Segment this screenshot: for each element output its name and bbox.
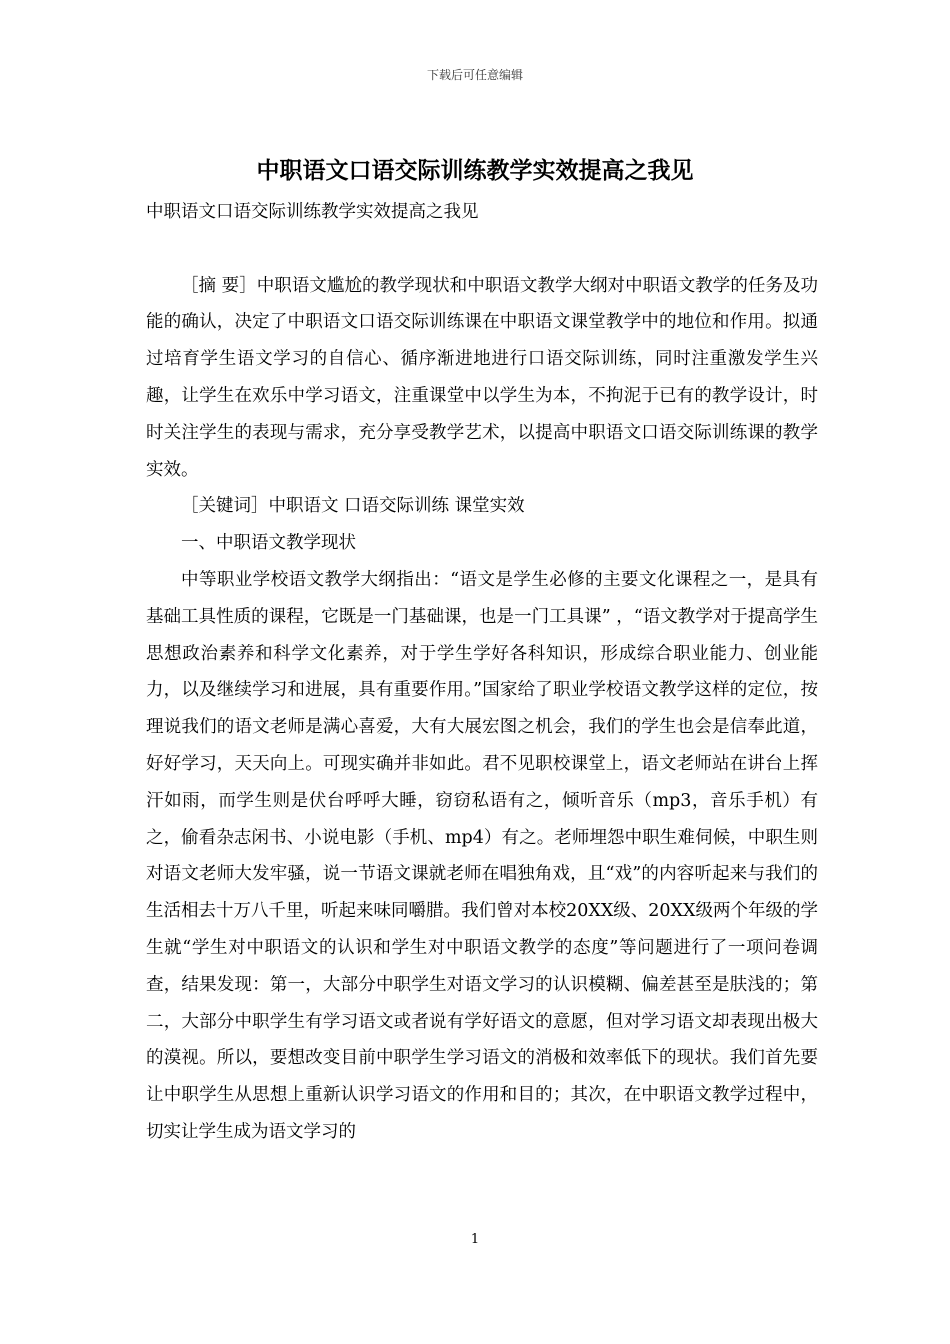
body-paragraph: 中等职业学校语文教学大纲指出：“语文是学生必修的主要文化课程之一，是具有基础工具性质的课程，它既是一门基础课，也是一门工具课” ，“语文教学对于提高学生思想政治素养和科学文化素养，对于学生学好各科知识，形成综合职业能力、创业能力，以及继续学习和进展，具有重要作用。”国家给了职业学校语文教学这样的定位，按理说我们的语文老师是满心喜爱，大有大展宏图之机会，我们的学生也会是信奉此道，好好学习，天天向上。可现实确并非如此。君不见职校课堂上，语文老师站在讲台上挥汗如雨，而学生则是伏台呼呼大睡，窃窃私语有之，倾听音乐（mp3，音乐手机）有之，偷看杂志闲书、小说电影（手机、mp4）有之。老师埋怨中职生难伺候，中职生则对语文老师大发牢骚，说一节语文课就老师在唱独角戏，且“戏”的内容听起来与我们的生活相去十万八千里，听起来味同嚼腊。我们曾对本校20XX级、20XX级两个年级的学生就“学生对中职语文的认识和学生对中职语文教学的态度”等问题进行了一项问卷调查，结果发现：第一，大部分中职学生对语文学习的认识模糊、偏差甚至是肤浅的；第二，大部分中职学生有学习语文或者说有学好语文的意愿，但对学习语文却表现出极大的漠视。所以，要想改变目前中职学生学习语文的消极和效率低下的现状。我们首先要让中职学生从思想上重新认识学习语文的作用和目的；其次，在中职语文教学过程中，切实让学生成为语文学习的 — [146, 569, 818, 1142]
keywords-paragraph: ［关键词］中职语文 口语交际训练 课堂实效 — [181, 496, 525, 517]
document-title: 中职语文口语交际训练教学实效提高之我见 — [256, 157, 694, 184]
abstract-paragraph: ［摘 要］中职语文尴尬的教学现状和中职语文教学大纲对中职语文教学的任务及功能的确认，决定了中职语文口语交际训练课在中职语文课堂教学中的地位和作用。拟通过培育学生语文学习的自信心、循序渐进地进行口语交际训练，同时注重激发学生兴趣，让学生在欢乐中学习语文，注重课堂中以学生为本，不拘泥于已有的教学设计，时时关注学生的表现与需求，充分享受教学艺术，以提高中职语文口语交际训练课的教学实效。 — [146, 275, 818, 480]
subtitle: 中职语文口语交际训练教学实效提高之我见 — [146, 202, 479, 222]
page-number: 1 — [470, 1232, 480, 1247]
document-body — [146, 194, 818, 1151]
section-heading: 一、中职语文教学现状 — [181, 533, 356, 554]
blank-line — [146, 231, 818, 268]
header-note: 下载后可任意编辑 — [426, 68, 523, 82]
